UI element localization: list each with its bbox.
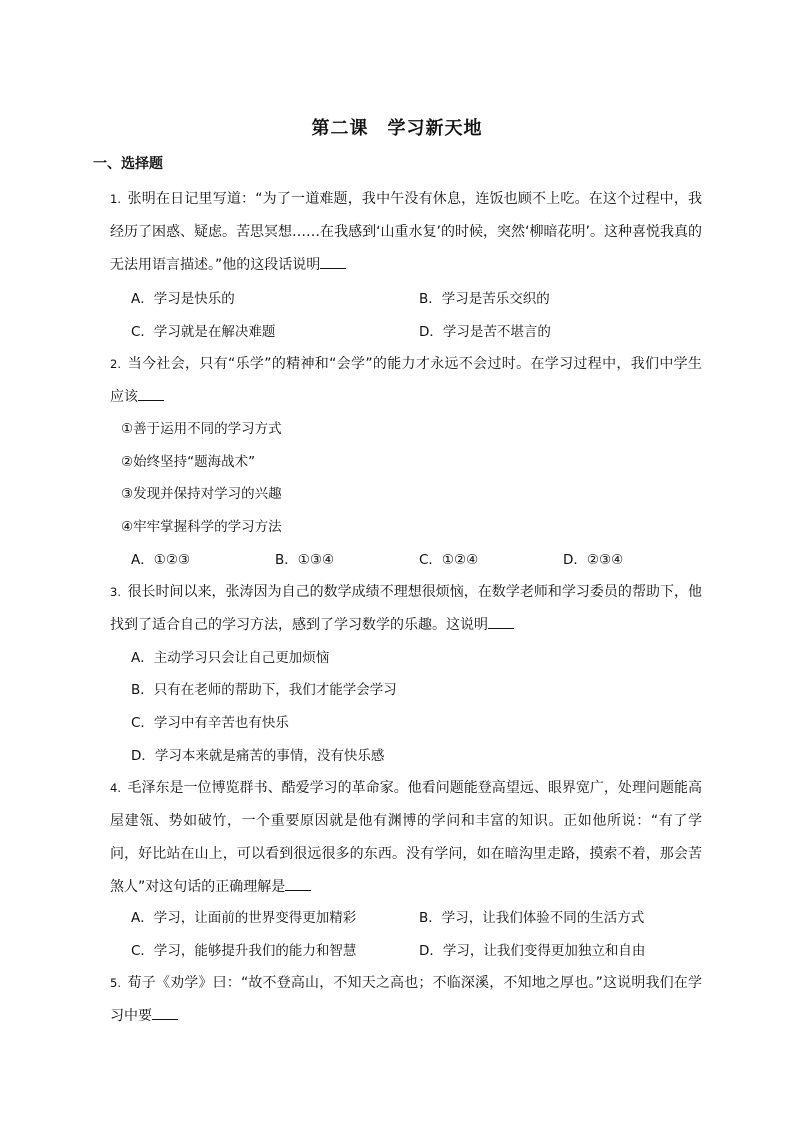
question-3 <box>110 576 702 642</box>
question-text: 很长时间以来，张涛因为自己的数学成绩不理想很烦恼，在数学老师和学习委员的帮助下，他找到了适合自己的学习方法，感到了学习数学的乐趣。这说明 <box>110 584 702 633</box>
option-d: D．②③④ <box>563 552 624 568</box>
question-number: 2. <box>110 357 121 371</box>
question-text: 当今社会，只有“乐学”的精神和“会学”的能力才永远不会过时。在学习过程中，我们中学生应该 <box>110 356 702 405</box>
question-5 <box>110 967 702 1033</box>
question-number: 4. <box>110 781 121 795</box>
question-4 <box>110 772 702 904</box>
option-b: B．①③④ <box>275 552 335 568</box>
answer-blank <box>488 614 514 629</box>
answer-blank <box>285 876 311 891</box>
option-d: D．学习本来就是痛苦的事情，没有快乐感 <box>131 748 385 764</box>
statement-2: ②始终坚持“题海战术” <box>121 454 256 470</box>
question-number: 3. <box>110 585 121 599</box>
question-2 <box>110 348 702 414</box>
answer-blank <box>138 386 164 401</box>
option-c: C．学习就是在解决难题 <box>131 324 276 340</box>
option-a: A．①②③ <box>131 552 191 568</box>
option-c: C．学习中有辛苦也有快乐 <box>131 715 289 731</box>
option-b: B．只有在老师的帮助下，我们才能学会学习 <box>131 682 397 698</box>
statement-1: ①善于运用不同的学习方式 <box>121 421 282 437</box>
statement-3: ③发现并保持对学习的兴趣 <box>121 486 282 502</box>
option-a: A．学习，让面前的世界变得更加精彩 <box>131 910 357 926</box>
answer-blank <box>320 254 346 269</box>
question-text: 荀子《劝学》曰：“故不登高山，不知天之高也；不临深溪，不知地之厚也。”这说明我们在学习中要 <box>110 975 702 1024</box>
option-a: A．主动学习只会让自己更加烦恼 <box>131 650 330 666</box>
option-c: C．①②④ <box>419 552 479 568</box>
option-b: B．学习是苦乐交织的 <box>419 291 550 307</box>
question-text: 张明在日记里写道：“为了一道难题，我中午没有休息，连饭也顾不上吃。在这个过程中，我经历了困惑、疑虑。苦思冥想……在我感到‘山重水复’的时候，突然‘柳暗花明’。这种喜悦我真的无法用语言描述。”他的这段话说明 <box>110 191 702 273</box>
page-title: 第二课 学习新天地 <box>311 118 483 139</box>
option-a: A．学习是快乐的 <box>131 291 235 307</box>
option-b: B．学习，让我们体验不同的生活方式 <box>419 910 645 926</box>
question-number: 5. <box>110 976 121 990</box>
option-d: D．学习，让我们变得更加独立和自由 <box>419 943 646 959</box>
option-c: C．学习，能够提升我们的能力和智慧 <box>131 943 357 959</box>
question-1 <box>110 183 702 282</box>
option-d: D．学习是苦不堪言的 <box>419 324 551 340</box>
answer-blank <box>152 1005 178 1020</box>
question-text: 毛泽东是一位博览群书、酷爱学习的革命家。他看问题能登高望远、眼界宽广，处理问题能高屋建瓴、势如破竹，一个重要原因就是他有渊博的学问和丰富的知识。正如他所说：“有了学问，好比站在山上，可以看到很远很多的东西。没有学问，如在暗沟里走路，摸索不着，那会苦煞人”对这句话的正确理解是 <box>110 780 702 895</box>
question-number: 1. <box>110 192 121 206</box>
section-heading: 一、选择题 <box>93 156 163 172</box>
statement-4: ④牢牢掌握科学的学习方法 <box>121 519 282 535</box>
